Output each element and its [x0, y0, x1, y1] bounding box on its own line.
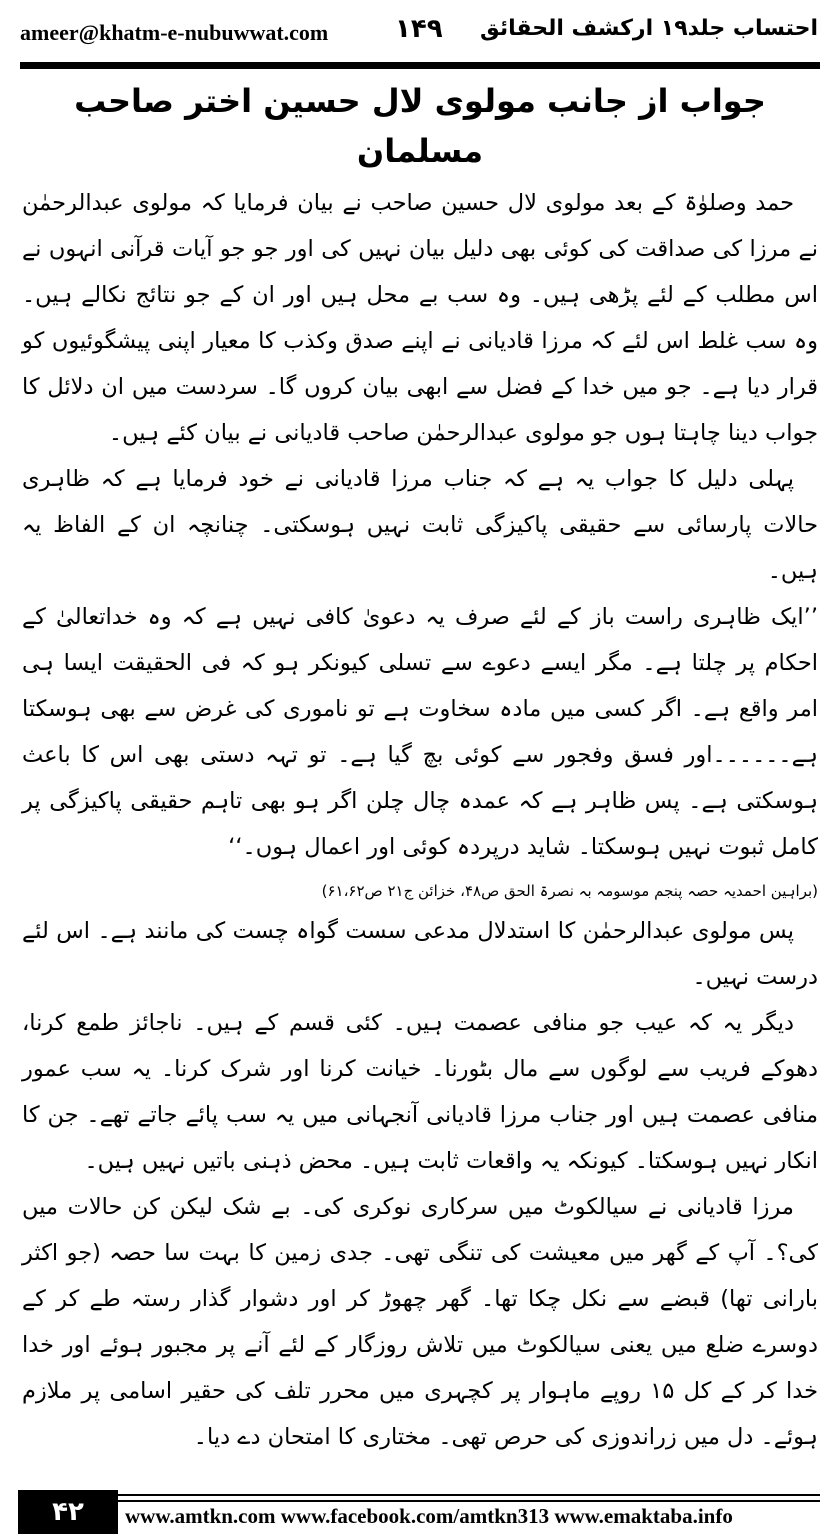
header-email: ameer@khatm-e-nubuwwat.com — [20, 20, 329, 45]
paragraph-1: حمد وصلوٰۃ کے بعد مولوی لال حسین صاحب نے بیان فرمایا کہ مولوی عبدالرحمٰن نے مرزا کی صداقت کی کوئی بھی دلیل بیان نہیں کی اور جو جو آیات قرآنی انہوں نے اس مطلب کے لئے پڑھی ہیں۔ وہ سب بے محل ہیں اور ان کے جو نتائج نکالے ہیں۔ وہ سب غلط اس لئے کہ مرزا قادیانی نے اپنے صدق وکذب کا معیار اپنی پیشگوئیوں کو قرار دیا ہے۔ جو میں خدا کے فضل سے ابھی بیان کروں گا۔ سردست میں ان دلائل کا جواب دینا چاہتا ہوں جو مولوی عبدالرحمٰن صاحب قادیانی نے بیان کئے ہیں۔ — [22, 190, 818, 446]
footer-rule-bottom — [118, 1500, 820, 1502]
header-book-title: احتساب جلد۱۹ ارکشف الحقائق — [480, 16, 818, 41]
page-content — [22, 76, 818, 1476]
header-page-number: ۱۴۹ — [395, 14, 443, 44]
footer-links: www.amtkn.com www.facebook.com/amtkn313 www.emaktaba.info — [125, 1504, 733, 1528]
section-title: جواب از جانب مولوی لال حسین اختر صاحب مسلمان — [74, 82, 766, 170]
quote-reference: (براہین احمدیہ حصہ پنجم موسومہ بہ نصرۃ الحق ص۴۸، خزائن ج۲۱ ص۶۱،۶۲) — [321, 882, 818, 900]
quote-paragraph: ’’ایک ظاہری راست باز کے لئے صرف یہ دعویٰ کافی نہیں ہے کہ وہ خداتعالیٰ کے احکام پر چلتا ہے۔ مگر ایسے دعوے سے تسلی کیونکر ہو کہ فی الحقیقت ایسا ہی امر واقع ہے۔ اگر کسی میں مادہ سخاوت ہے تو ناموری کی غرض سے بھی ہوسکتا ہے۔۔۔۔۔۔اور فسق وفجور سے کوئی بچ گیا ہے۔ تو تہہ دستی بھی اس کا باعث ہوسکتی ہے۔ پس ظاہر ہے کہ عمدہ چال چلن اگر ہو بھی تاہم حقیقی پاکیزگی پر کامل ثبوت نہیں ہوسکتا۔ شاید درپردہ کوئی اور اعمال ہوں۔‘‘ — [22, 604, 818, 860]
paragraph-3: پس مولوی عبدالرحمٰن کا استدلال مدعی سست گواہ چست کی مانند ہے۔ اس لئے درست نہیں۔ — [22, 918, 818, 990]
header-rule — [20, 62, 820, 69]
paragraph-4: دیگر یہ کہ عیب جو منافی عصمت ہیں۔ کئی قسم کے ہیں۔ ناجائز طمع کرنا، دھوکے فریب سے لوگوں سے مال بٹورنا۔ خیانت کرنا اور شرک کرنا۔ یہ سب عمور منافی عصمت ہیں اور جناب مرزا قادیانی آنجہانی میں یہ سب پائے جاتے تھے۔ جن کا انکار نہیں ہوسکتا۔ کیونکہ یہ واقعات ثابت ہیں۔ محض ذہنی باتیں نہیں ہیں۔ — [22, 1010, 818, 1174]
footer-page-marker: ۴۲ — [18, 1490, 118, 1534]
page-header — [0, 0, 840, 62]
page-footer — [0, 1490, 840, 1540]
footer-rule-top — [118, 1494, 820, 1496]
paragraph-2: پہلی دلیل کا جواب یہ ہے کہ جناب مرزا قادیانی نے خود فرمایا ہے کہ ظاہری حالات پارسائی سے حقیقی پاکیزگی ثابت نہیں ہوسکتی۔ چنانچہ ان کے الفاظ یہ ہیں۔ — [22, 466, 818, 584]
paragraph-5: مرزا قادیانی نے سیالکوٹ میں سرکاری نوکری کی۔ بے شک لیکن کن حالات میں کی؟۔ آپ کے گھر میں معیشت کی تنگی تھی۔ جدی زمین کا بہت سا حصہ (جو اکثر بارانی تھا) قبضے سے نکل چکا تھا۔ گھر چھوڑ کر اور دشوار گذار رستہ طے کر کے دوسرے ضلع میں یعنی سیالکوٹ میں تلاش روزگار کے لئے آنے پر مجبور ہوئے اور خدا خدا کر کے کل ۱۵ روپے ماہوار پر کچہری میں محرر تلف کی حقیر اسامی پر ملازم ہوئے۔ دل میں زراندوزی کی حرص تھی۔ مختاری کا امتحان دے دیا۔ — [22, 1194, 818, 1450]
